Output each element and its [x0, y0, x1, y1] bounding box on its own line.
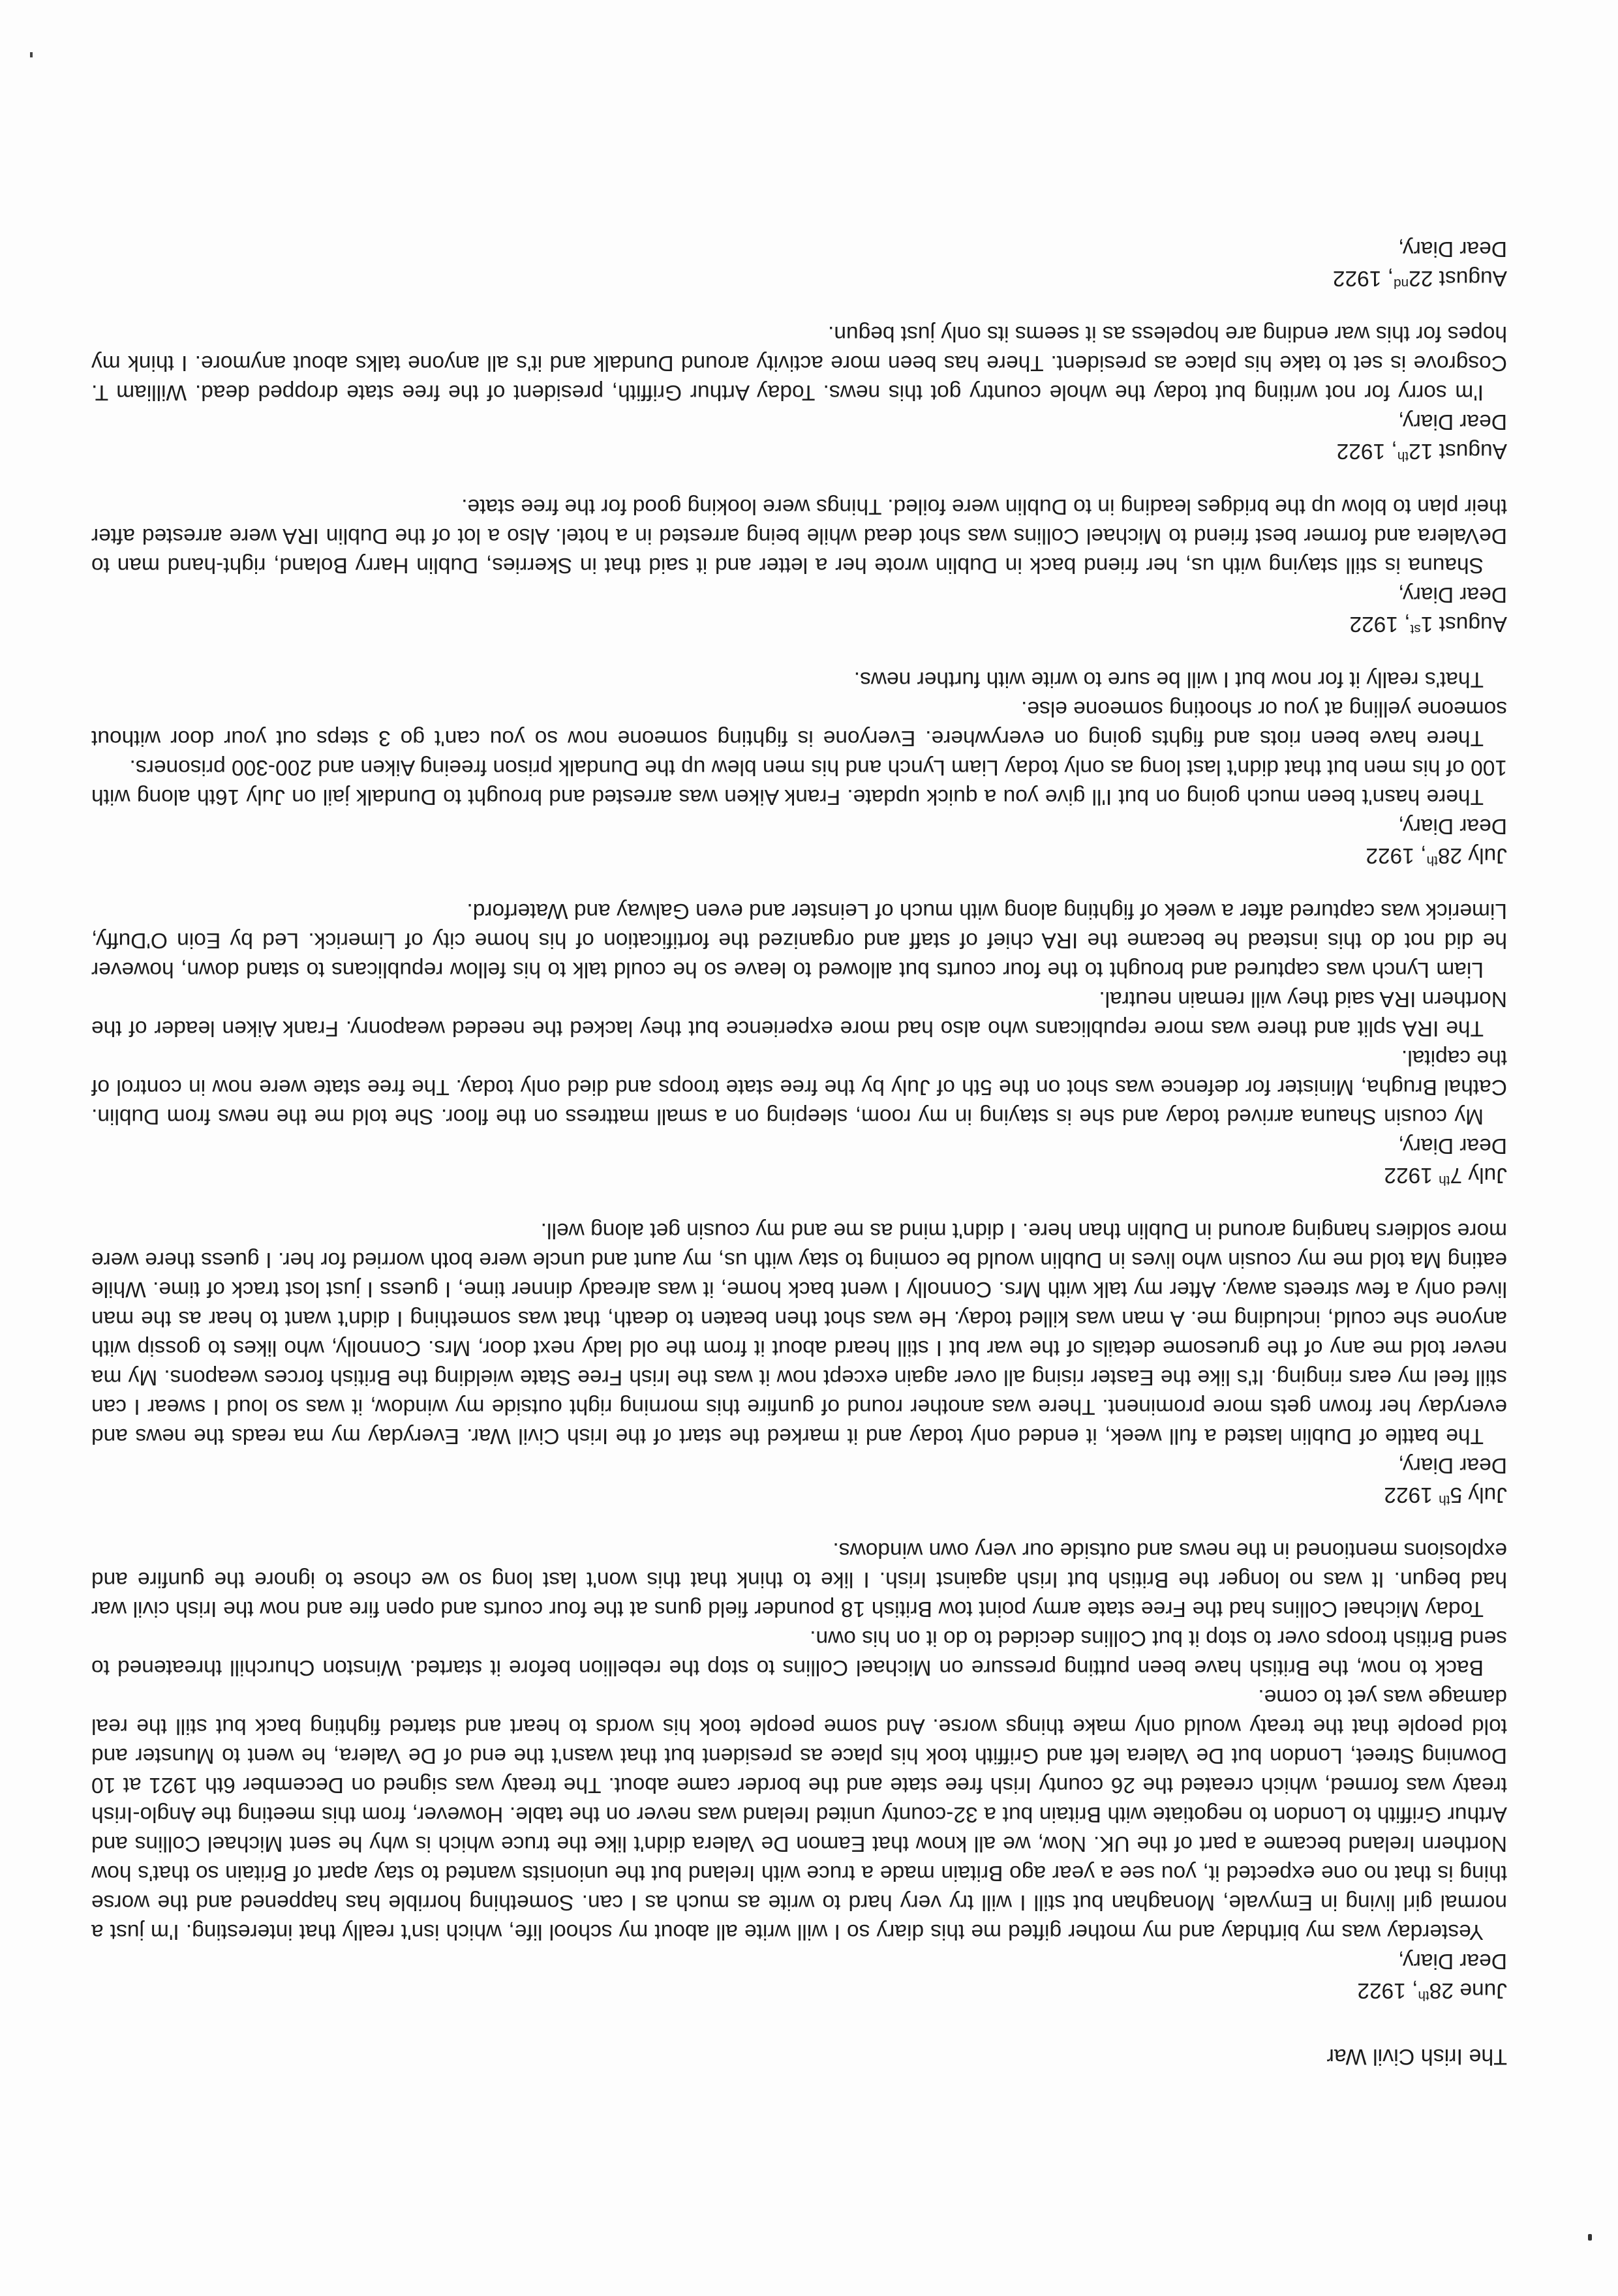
entry-paragraph: There have been riots and fights going on everywhere. Everyone is fighting someone now so you can't go 3 steps out your door without someone yelling at you or shooting someone else. — [91, 697, 1507, 750]
entry-salutation: Dear Diary, — [1398, 1949, 1507, 1973]
diary-entry — [91, 234, 1507, 293]
diary-entry — [91, 1535, 1507, 2005]
entry-salutation: Dear Diary, — [1398, 582, 1507, 607]
diary-entry — [91, 665, 1507, 870]
entry-paragraph: Liam Lynch was captured and brought to the four courts but allowed to leave so he could talk to his fellow republicans to stand down, however he did not do this instead he became the IRA chief of staff and organized the fortification of his home city of Limerick. Led by Eoin O'Duffy, Limerick was captured after a week of fighting along with much of Leinster and even Galway and Waterford. — [91, 899, 1507, 982]
entry-paragraph: There hasn't been much going on but I'll give you a quick update. Frank Aiken was arrested and brought to Dundalk jail on July 16th along with 100 of his men but that didn't last long as only today Liam Lynch and his men blew up the Dundalk prison freeing Aiken and 200-300 prisoners. — [91, 755, 1507, 809]
entry-date — [91, 436, 1507, 466]
entry-salutation: Dear Diary, — [1398, 814, 1507, 838]
diary-entry — [91, 319, 1507, 466]
entry-date — [91, 1480, 1507, 1509]
scan-speck-mark — [30, 52, 33, 57]
entry-date-suffix: nd — [1394, 276, 1409, 292]
entry-salutation: Dear Diary, — [1398, 237, 1507, 261]
entry-date-day: August 12 — [1409, 439, 1507, 463]
entry-paragraph: Today Michael Collins had the Free state army point tow British 18 pounder field guns at the four courts and open fire and now the Irish civil war had begun. It was no longer the British but Irish against Irish. I like to think that this won't last long so we chose to ignore the gunfire and explosions mentioned in the news and outside our very own windows. — [91, 1538, 1507, 1621]
entry-date-day: August 1 — [1420, 612, 1507, 636]
entry-salutation: Dear Diary, — [1398, 1453, 1507, 1477]
entry-date-suffix: th — [1418, 1988, 1429, 2004]
diary-document — [91, 208, 1507, 2071]
entry-paragraph: That's really it for now but I will be sure to write with further news. — [853, 667, 1484, 691]
entry-paragraph: The IRA split and there was more republicans who also had more experience but they lacked the needed weaponry. Frank Aiken leader of the Northern IRA said they will remain neutral. — [91, 987, 1507, 1040]
entry-date-suffix: th — [1439, 1492, 1450, 1508]
entry-paragraph: The battle of Dublin lasted a full week, it ended only today and it marked the start of the Irish Civil War. Everyday my ma reads the news and everyday her frown gets more prominent. There was another round of gunfire this morning right outside my window, it was so loud I swear I can still feel my ears ringing. It's like the Easter rising all over again except now it was the Irish Free State wielding the British forces weapons. My ma never told me any of the gruesome details of the war but I still heard about it from the old lady next door, Mrs. Connolly, who likes to gossip with anyone she could, including me. A man was killed today. He was shot then beaten to death, that was something I didn't want to hear as the man lived only a few streets away. After my talk with Mrs. Connolly I went back home, it was already dinner time, I guess I just lost track of time. While eating Ma told me my cousin who lives in Dublin would be coming to stay with us, my aunt and uncle were both worried for her. I guess there were more soldiers hanging around in Dublin than here. I didn't mind as me and my cousin get along well. — [91, 1218, 1507, 1448]
entry-date — [91, 1976, 1507, 2005]
entry-date-day: August 22 — [1409, 266, 1507, 290]
entry-date-suffix: th — [1397, 449, 1409, 464]
diary-entry — [91, 896, 1507, 1190]
entry-paragraph: I'm sorry for not writing but today the whole country got this news. Today Arthur Griffith, president of the free state dropped dead. William T. Cosgrove is set to take his place as president. There has been more activity around Dundalk and it's all anyone talks about anymore. I think my hopes for this war ending are hopeless as it seems its only just begun. — [91, 322, 1507, 404]
entry-date-suffix: th — [1439, 1173, 1450, 1188]
entry-date-year: , 1922 — [1366, 843, 1427, 868]
entry-paragraph: Yesterday was my birthday and my mother gifted me this diary so I will write all about my school life, which isn't really that interesting. I'm just a normal girl living in Emyvale, Monaghan but still I will try very hard to write as much as I can. Something horrible has happened and the worse thing is that no one expected it, you see a year ago Britain made a truce with Ireland but the unionists wanted to stay apart of Britain so that's how Northern Ireland became a part of the UK. Now, we all know that Eamon De Valera didn't like the truce which is why he sent Michael Collins and Arthur Griffith to London to negotiate with Britain but a 32-county united Ireland was never on the table. However, from this meeting the Anglo-Irish treaty was formed, which created the 26 county Irish free state and the border came about. The treaty was signed on December 6th 1921 at 10 Downing Street, London but De Valera left and Griffith took his place as president but that wasn't the end of De Valera, he went to Munster and told people that the treaty would only make things worse. And some people took his words to heart and started fighting back but still the real damage was yet to come. — [91, 1685, 1507, 1944]
diary-entries — [91, 234, 1507, 2005]
entry-date-day: July 5 — [1450, 1483, 1507, 1507]
entry-date-year: , 1922 — [1357, 1978, 1418, 2002]
entry-date-suffix: th — [1426, 853, 1438, 869]
document-title: The Irish Civil War — [1326, 2044, 1507, 2069]
diary-entry — [91, 492, 1507, 639]
entry-date-day: July 7 — [1450, 1163, 1507, 1187]
entry-paragraph: Shauna is still staying with us, her friend back in Dublin wrote her a letter and it said that in Skerries, Dublin Harry Boland, right-hand man to DeValera and former best friend to Michael Collins was shot dead while being arrested in a hotel. Also a lot of the Dublin IRA were arrested after their plan to blow up the bridges leading in to Dublin were foiled. Things were looking good for the free state. — [91, 494, 1507, 577]
entry-date-year: , 1922 — [1332, 266, 1394, 290]
entry-paragraph: My cousin Shauna arrived today and she is staying in my room, sleeping on a small mattress on the floor. She told me the news from Dublin. Cathal Brugha, Minister for defence was shot on the 5th of July by the free state troops and died only today. The free state were now in control of the capital. — [91, 1046, 1507, 1128]
entry-date — [91, 1160, 1507, 1190]
entry-date-year: 1922 — [1384, 1483, 1439, 1507]
entry-date-year: , 1922 — [1349, 612, 1411, 636]
entry-date-year: , 1922 — [1336, 439, 1397, 463]
entry-date-year: 1922 — [1384, 1163, 1439, 1187]
entry-date-day: July 28 — [1437, 843, 1507, 868]
scan-speck-mark — [1588, 2234, 1592, 2241]
diary-entry — [91, 1216, 1507, 1509]
entry-date-day: June 28 — [1429, 1978, 1507, 2002]
entry-date — [91, 841, 1507, 870]
entry-salutation: Dear Diary, — [1398, 410, 1507, 434]
entry-paragraph: Back to now, the British have been putting pressure on Michael Collins to stop the rebellion before it started. Winston Churchill threatened to send British troops over to stop it but Collins decided to do it on his own. — [91, 1626, 1507, 1680]
entry-date-suffix: st — [1410, 622, 1421, 637]
entry-salutation: Dear Diary, — [1398, 1134, 1507, 1158]
entry-date — [91, 264, 1507, 293]
entry-date — [91, 609, 1507, 639]
